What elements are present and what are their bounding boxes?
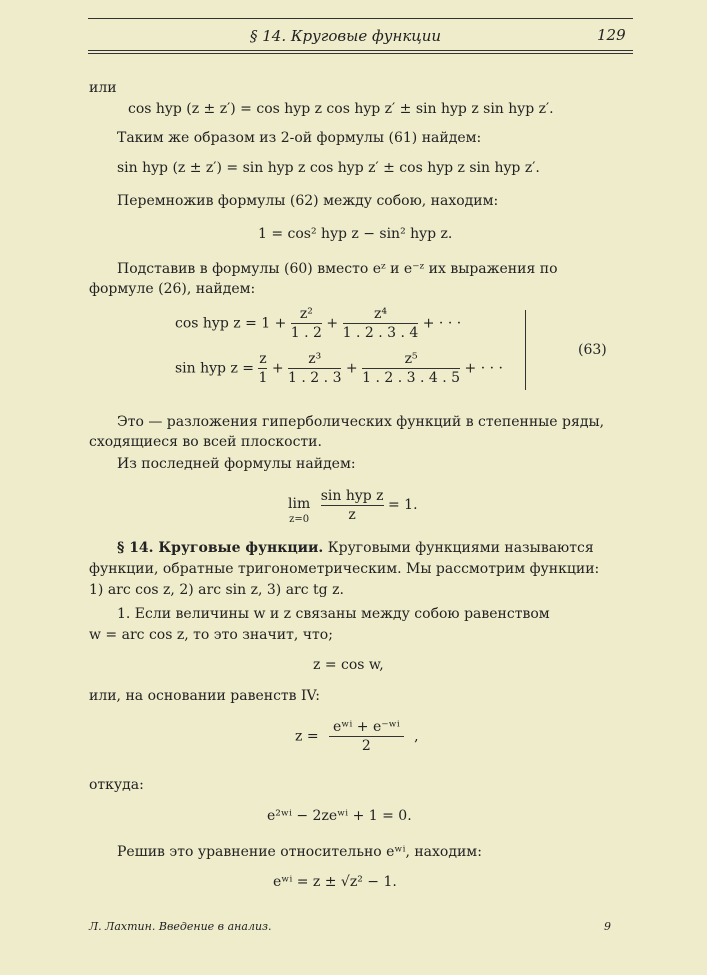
text-peremnozhiv: Перемножив формулы (62) между собою, находим: <box>117 193 499 209</box>
numerator: eʷⁱ + e⁻ʷⁱ <box>333 719 400 735</box>
formula-cos-hyp-sum: cos hyp (z ± z′) = cos hyp z cos hyp z′ ± sin hyp z sin hyp z′. <box>128 101 554 117</box>
formula-identity: 1 = cos² hyp z − sin² hyp z. <box>258 226 453 242</box>
fraction <box>343 305 419 342</box>
series-sin-hyp: sin hyp z = $\frac{z}{1}$ + $\frac{\text{z³}}{1 . 2 . 3}$ + $\frac{\text{z⁵}}{1 . 2 . 3 . 4 . 5}$ + · · · <box>175 351 503 386</box>
running-head: § 14. Круговые функции <box>250 27 442 45</box>
denominator: 1 . 2 <box>290 325 322 341</box>
numerator: z² <box>299 306 313 322</box>
lim-subscript: z=0 <box>289 514 310 525</box>
text-podstaviv-1: Подставив в формулы (60) вместо eᶻ и e⁻ᶻ их выражения по <box>117 261 558 277</box>
numerator: z⁵ <box>404 351 418 367</box>
formula-solution: eʷⁱ = z ± √z² − 1. <box>273 874 397 890</box>
fraction <box>362 350 460 387</box>
lim-operator <box>288 482 310 528</box>
fraction <box>288 350 341 387</box>
text-podstaviv-2: формуле (26), найдем: <box>89 281 256 297</box>
text-reshiv: Решив это уравнение относительно eʷⁱ, находим: <box>117 844 482 860</box>
text-eto-2: сходящиеся во всей плоскости. <box>89 434 322 450</box>
numerator: z <box>259 351 267 367</box>
formula-z-lhs: z = <box>295 728 319 745</box>
section-14-line-2: функции, обратные тригонометрическим. Мы рассмотрим функции: <box>89 561 600 577</box>
text-ili: или <box>89 80 117 96</box>
text-iz: Из последней формулы найдем: <box>117 456 356 472</box>
formula-quadratic: e²ʷⁱ − 2zeʷⁱ + 1 = 0. <box>267 808 412 824</box>
numerator: sin hyp z <box>320 487 384 504</box>
fraction <box>291 305 322 342</box>
header-rule-bottom-2 <box>88 53 633 54</box>
formula-limit <box>288 482 418 528</box>
lim-word: lim <box>288 496 311 512</box>
fraction <box>321 487 384 524</box>
series-cos-lhs: cos hyp z = 1 + <box>175 315 287 332</box>
numerator: z³ <box>308 351 322 367</box>
series-bracket <box>525 310 526 390</box>
header-rule-bottom <box>88 50 633 51</box>
text-eto-1: Это — разложения гиперболических функций в степенные ряды, <box>117 414 605 430</box>
text-takim: Таким же образом из 2-ой формулы (61) найдем: <box>117 130 482 146</box>
series-cos-tail: + · · · <box>422 315 462 332</box>
denominator: 1 . 2 . 3 . 4 <box>342 325 419 341</box>
section-14-line-1 <box>117 540 594 556</box>
text-otkuda: откуда: <box>89 777 144 793</box>
formula-z-cos-w: z = cos w, <box>313 657 384 673</box>
section-14-text: Круговыми функциями называются <box>327 540 594 556</box>
paragraph-1-line-2: w = arc cos z, то это значит, что; <box>89 627 333 643</box>
denominator: 1 <box>258 370 268 386</box>
series-cos-hyp: cos hyp z = 1 + $\frac{\text{z²}}{1 . 2}$ + $\frac{\text{z⁴}}{1 . 2 . 3 . 4}$ + · · · <box>175 306 462 341</box>
section-14-heading: § 14. Круговые функции. <box>117 540 324 556</box>
denominator: z <box>321 505 384 524</box>
formula-z-exp <box>295 718 419 755</box>
numerator: z⁴ <box>373 306 387 322</box>
section-14-line-3: 1) arc cos z, 2) arc sin z, 3) arc tg z. <box>89 582 344 598</box>
equation-number-63: (63) <box>578 342 607 358</box>
series-sin-tail: + · · · <box>464 360 503 377</box>
fraction <box>258 350 267 387</box>
page-number: 129 <box>597 26 626 44</box>
denominator: 2 <box>329 736 404 755</box>
denominator: 1 . 2 . 3 <box>288 370 342 386</box>
footer-signature: 9 <box>604 920 611 933</box>
header-rule-top <box>88 18 633 19</box>
lim-rhs: = 1. <box>387 497 418 513</box>
text-ili-osnovanii: или, на основании равенств IV: <box>89 688 320 704</box>
footer-book-title: Л. Лахтин. Введение в анализ. <box>89 920 272 933</box>
paragraph-1-line-1: 1. Если величины w и z связаны между собою равенством <box>117 606 550 622</box>
fraction <box>329 718 404 755</box>
denominator: 1 . 2 . 3 . 4 . 5 <box>362 370 461 386</box>
series-sin-lhs: sin hyp z = <box>175 360 255 377</box>
formula-z-end: , <box>414 728 419 745</box>
formula-sin-hyp-sum: sin hyp (z ± z′) = sin hyp z cos hyp z′ ± cos hyp z sin hyp z′. <box>117 160 540 176</box>
